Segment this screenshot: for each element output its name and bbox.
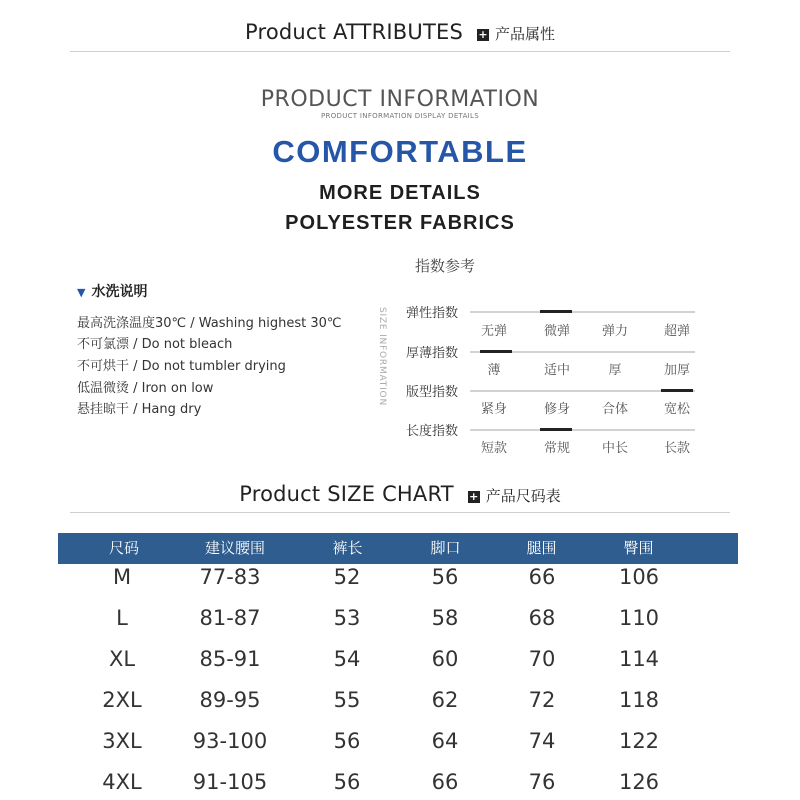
table-cell: 114 <box>618 647 660 671</box>
table-cell: 122 <box>618 729 660 753</box>
size-chart-header <box>0 482 800 506</box>
product-information-title: PRODUCT INFORMATION <box>260 87 540 112</box>
index-track-length <box>470 429 695 431</box>
table-cell: 52 <box>333 565 361 589</box>
table-cell: 68 <box>528 606 556 630</box>
more-details-heading: MORE DETAILS <box>319 182 481 204</box>
wash-title-text: 水洗说明 <box>91 284 148 300</box>
table-cell: 89-95 <box>199 688 261 712</box>
index-marker-elasticity <box>540 310 572 313</box>
size-table-header <box>58 533 738 564</box>
table-cell: 66 <box>431 770 459 794</box>
index-label-thickness: 厚薄指数 <box>406 346 459 361</box>
index-label-fit: 版型指数 <box>406 385 459 400</box>
table-cell: 56 <box>333 729 361 753</box>
index-option: 合体 <box>601 402 628 417</box>
table-cell: 93-100 <box>192 729 268 753</box>
table-cell: XL <box>108 647 136 671</box>
table-cell: 56 <box>431 565 459 589</box>
index-option: 超弹 <box>663 324 690 339</box>
index-option: 适中 <box>543 363 570 378</box>
index-option: 紧身 <box>480 402 507 417</box>
vertical-label-text: SIZE INFORMATION <box>377 307 387 406</box>
comfortable-heading: COMFORTABLE <box>272 134 528 169</box>
attributes-divider <box>70 51 730 52</box>
reference-title: 指数参考 <box>414 257 475 275</box>
column-header: 腿围 <box>526 539 557 557</box>
plus-icon: + <box>469 490 479 503</box>
table-cell: 76 <box>528 770 556 794</box>
table-cell: 56 <box>333 770 361 794</box>
wash-line: 不可烘干 / Do not tumbler drying <box>77 359 286 374</box>
attributes-header <box>0 20 800 44</box>
table-cell: 60 <box>431 647 459 671</box>
column-header: 建议腰围 <box>204 539 265 557</box>
size-chart-title-en: Product SIZE CHART <box>239 482 454 506</box>
product-information-subtitle: PRODUCT INFORMATION DISPLAY DETAILS <box>321 112 479 120</box>
table-cell: 118 <box>618 688 660 712</box>
table-cell: 53 <box>333 606 361 630</box>
plus-icon: + <box>478 28 488 41</box>
wash-line: 最高洗涤温度30℃ / Washing highest 30℃ <box>77 316 342 331</box>
wash-line: 不可氯漂 / Do not bleach <box>77 337 233 352</box>
column-header: 尺码 <box>108 539 139 557</box>
index-option: 常规 <box>543 441 570 456</box>
column-header: 脚口 <box>430 539 461 557</box>
wash-line: 悬挂晾干 / Hang dry <box>77 402 202 417</box>
fabric-heading: POLYESTER FABRICS <box>285 212 515 234</box>
column-header: 裤长 <box>332 539 363 557</box>
index-option: 修身 <box>543 402 570 417</box>
column-header: 臀围 <box>623 539 654 557</box>
table-cell: 3XL <box>102 729 142 753</box>
table-cell: 4XL <box>102 770 142 794</box>
table-cell: 62 <box>431 688 459 712</box>
index-track-elasticity <box>470 311 695 313</box>
wash-instructions-title <box>77 281 147 301</box>
table-cell: 70 <box>528 647 556 671</box>
index-marker-length <box>540 428 572 431</box>
attributes-title-cn: 产品属性 <box>495 25 556 43</box>
table-cell: 74 <box>528 729 556 753</box>
table-cell: 77-83 <box>199 565 261 589</box>
index-option: 薄 <box>487 363 501 378</box>
index-option: 宽松 <box>663 402 690 417</box>
triangle-down-icon: ▼ <box>77 286 86 299</box>
index-label-length: 长度指数 <box>406 424 459 439</box>
table-cell: 58 <box>431 606 459 630</box>
index-label-elasticity: 弹性指数 <box>406 306 459 321</box>
index-option: 弹力 <box>601 324 628 339</box>
table-cell: M <box>112 565 132 589</box>
table-cell: 81-87 <box>199 606 261 630</box>
size-chart-title-cn: 产品尺码表 <box>485 487 561 505</box>
index-option: 中长 <box>601 441 628 456</box>
size-information-vertical-label <box>374 305 394 415</box>
table-cell: 91-105 <box>192 770 268 794</box>
table-cell: 126 <box>618 770 660 794</box>
index-marker-fit <box>661 389 693 392</box>
table-cell: 2XL <box>102 688 142 712</box>
table-cell: 66 <box>528 565 556 589</box>
table-cell: 85-91 <box>199 647 261 671</box>
table-cell: 64 <box>431 729 459 753</box>
index-option: 短款 <box>480 441 507 456</box>
table-cell: L <box>116 606 128 630</box>
size-chart-divider <box>70 512 730 513</box>
index-option: 无弹 <box>480 324 507 339</box>
index-option: 长款 <box>663 441 690 456</box>
wash-line: 低温微烫 / Iron on low <box>77 381 214 396</box>
attributes-title-en: Product ATTRIBUTES <box>244 20 463 44</box>
table-cell: 54 <box>333 647 361 671</box>
index-option: 厚 <box>608 363 622 378</box>
table-cell: 106 <box>618 565 660 589</box>
index-marker-thickness <box>480 350 512 353</box>
table-cell: 72 <box>528 688 556 712</box>
index-option: 加厚 <box>663 363 690 378</box>
index-option: 微弹 <box>543 324 570 339</box>
table-cell: 110 <box>618 606 660 630</box>
table-cell: 55 <box>333 688 361 712</box>
